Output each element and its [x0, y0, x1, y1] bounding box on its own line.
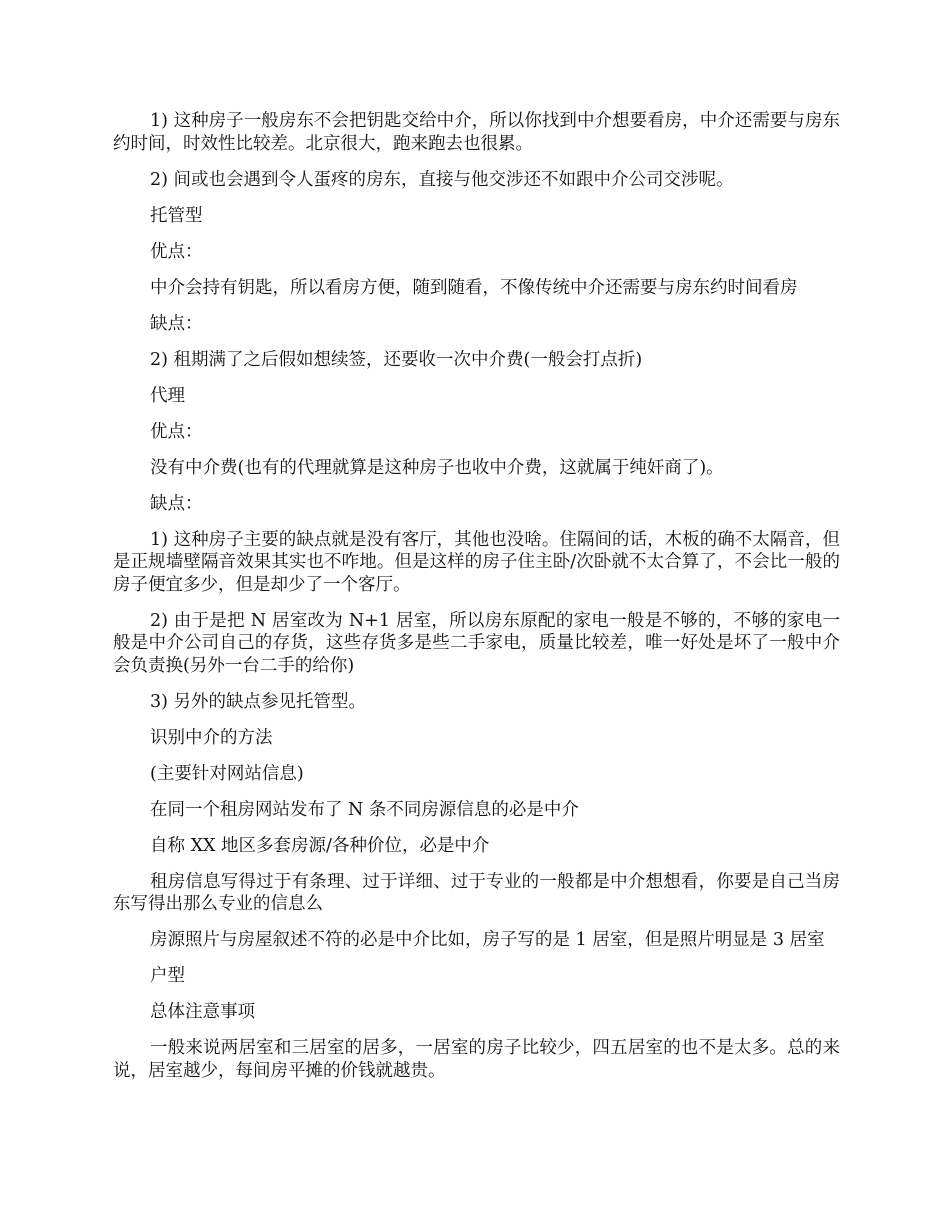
- section-heading: 户型: [150, 966, 185, 986]
- section-heading: 总体注意事项: [150, 1002, 255, 1022]
- paragraph: 2) 由于是把 N 居室改为 N+1 居室，所以房东原配的家电一般是不够的，不够的家电一般是中介公司自己的存货，这些存货多是些二手家电，质量比较差，唯一好处是坏了一般中介会负责换(另外一台二手的给你): [113, 610, 840, 676]
- paragraph: 1) 这种房子一般房东不会把钥匙交给中介，所以你找到中介想要看房，中介还需要与房东约时间，时效性比较差。北京很大，跑来跑去也很累。: [113, 111, 840, 154]
- paragraph: 3) 另外的缺点参见托管型。: [150, 691, 367, 712]
- paragraph: 房源照片与房屋叙述不符的必是中介比如，房子写的是 1 居室，但是照片明显是 3 居室: [150, 930, 825, 950]
- paragraph: 在同一个租房网站发布了 N 条不同房源信息的必是中介: [150, 799, 579, 820]
- paragraph: 自称 XX 地区多套房源/各种价位，必是中介: [150, 835, 490, 856]
- paragraph: 2) 租期满了之后假如想续签，还要收一次中介费(一般会打点折): [150, 349, 643, 370]
- paragraph: 租房信息写得过于有条理、过于详细、过于专业的一般都是中介想想看，你要是自己当房东写得出那么专业的信息么: [113, 871, 840, 914]
- document-body: [113, 110, 840, 1096]
- paragraph: 中介会持有钥匙，所以看房方便，随到随看，不像传统中介还需要与房东约时间看房: [150, 277, 798, 298]
- paragraph: 2) 间或也会遇到令人蛋疼的房东，直接与他交涉还不如跟中介公司交涉呢。: [150, 169, 734, 190]
- paragraph: (主要针对网站信息): [150, 763, 304, 784]
- section-heading: 识别中介的方法: [150, 727, 273, 748]
- paragraph-label: 缺点：: [150, 313, 203, 334]
- paragraph: 一般来说两居室和三居室的居多，一居室的房子比较少，四五居室的也不是太多。总的来说，居室越少，每间房平摊的价钱就越贵。: [113, 1038, 840, 1081]
- paragraph-label: 缺点：: [150, 493, 203, 514]
- paragraph-label: 优点：: [150, 241, 203, 262]
- paragraph: 没有中介费(也有的代理就算是这种房子也收中介费，这就属于纯奸商了)。: [150, 457, 724, 478]
- section-heading: 代理: [150, 385, 185, 406]
- paragraph: 1) 这种房子主要的缺点就是没有客厅，其他也没啥。住隔间的话，木板的确不太隔音，但是正规墙壁隔音效果其实也不咋地。但是这样的房子住主卧/次卧就不太合算了，不会比一般的房子便宜多少，但是却少了一个客厅。: [113, 529, 840, 595]
- section-heading: 托管型: [150, 205, 203, 226]
- paragraph-label: 优点：: [150, 421, 203, 442]
